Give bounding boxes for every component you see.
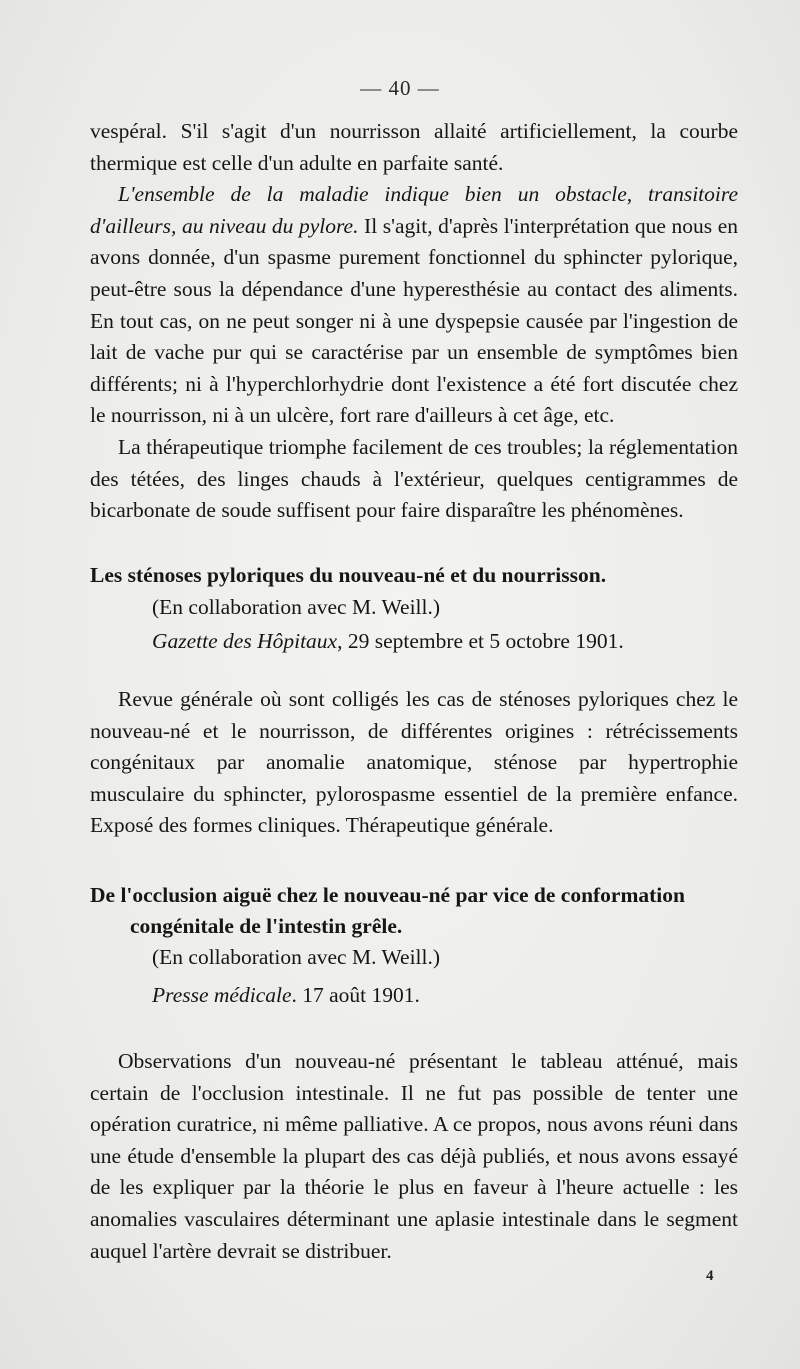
- italic-lead: L'ensemble de la maladie indique bien un obstacle, transitoire d'ailleurs, au niveau du pylore.: [90, 182, 738, 238]
- article1-summary-block: [90, 684, 738, 842]
- article2-summary: Observations d'un nouveau-né présentant le tableau atténué, mais certain de l'occlusion intestinale. Il ne fut pas possible de tenter une opération curatrice, ni même palliative. A ce propos, nous avons réuni dans une étude d'ensemble la plupart des cas déjà publiés, et nous avons essayé de les expliquer par la théorie le plus en faveur à l'heure actuelle : les anomalies vasculaires déterminant une aplasie intestinale dans le segment auquel l'artère devrait se distribuer.: [90, 1049, 738, 1263]
- article1-citation: [152, 626, 624, 657]
- intro-paragraph-therapeutique: La thérapeutique triomphe facilement de ces troubles; la réglementation des tétées, des linges chauds à l'extérieur, quelques centigrammes de bicarbonate de soude suffisent pour faire disparaître les phénomènes.: [90, 434, 738, 523]
- article2-summary-block: [90, 1046, 738, 1267]
- intro-section: [90, 116, 738, 527]
- article2-title-line2: congénitale de l'intestin grêle.: [130, 914, 403, 938]
- article2-journal: Presse médicale: [152, 983, 292, 1007]
- article2-title-line1: De l'occlusion aiguë chez le nouveau-né par vice de conformation: [90, 883, 685, 907]
- signature-mark: 4: [706, 1268, 714, 1284]
- article1-date: , 29 septembre et 5 octobre 1901.: [337, 629, 624, 653]
- intro-paragraph-continued: vespéral. S'il s'agit d'un nourrisson allaité artificiellement, la courbe thermique est celle d'un adulte en parfaite santé.: [90, 119, 738, 175]
- article1-collaboration: (En collaboration avec M. Weill.): [152, 595, 441, 619]
- intro-paragraph-pylore: [90, 179, 738, 432]
- page-number: — 40 —: [360, 76, 440, 100]
- article2-collaboration: (En collaboration avec M. Weill.): [152, 945, 441, 969]
- article1-journal: Gazette des Hôpitaux: [152, 629, 338, 653]
- article2-citation: [152, 980, 420, 1011]
- article1-title: Les sténoses pyloriques du nouveau-né et du nourrisson.: [90, 563, 607, 587]
- article2-date: . 17 août 1901.: [291, 983, 420, 1007]
- article2-title: [90, 880, 740, 942]
- article1-summary: Revue générale où sont colligés les cas de sténoses pyloriques chez le nouveau-né et le nourrisson, de différentes origines : rétrécissements congénitaux par anomalie anatomique, sténose par hypertrophie musculaire du sphincter, pylorospasme essentiel de la première enfance. Exposé des formes cliniques. Thérapeutique générale.: [90, 687, 738, 838]
- pylore-rest: Il s'agit, d'après l'interprétation que nous en avons donnée, d'un spasme purement fonctionnel du sphincter pylorique, peut-être sous la dépendance d'une hyperesthésie au contact des aliments. En tout cas, on ne peut songer ni à une dyspepsie causée par l'ingestion de lait de vache pur qui se caractérise par un ensemble de symptômes bien différents; ni à l'hyperchlorhydrie dont l'existence a été fort discutée chez le nourrisson, ni à un ulcère, fort rare d'ailleurs à cet âge, etc.: [90, 213, 739, 428]
